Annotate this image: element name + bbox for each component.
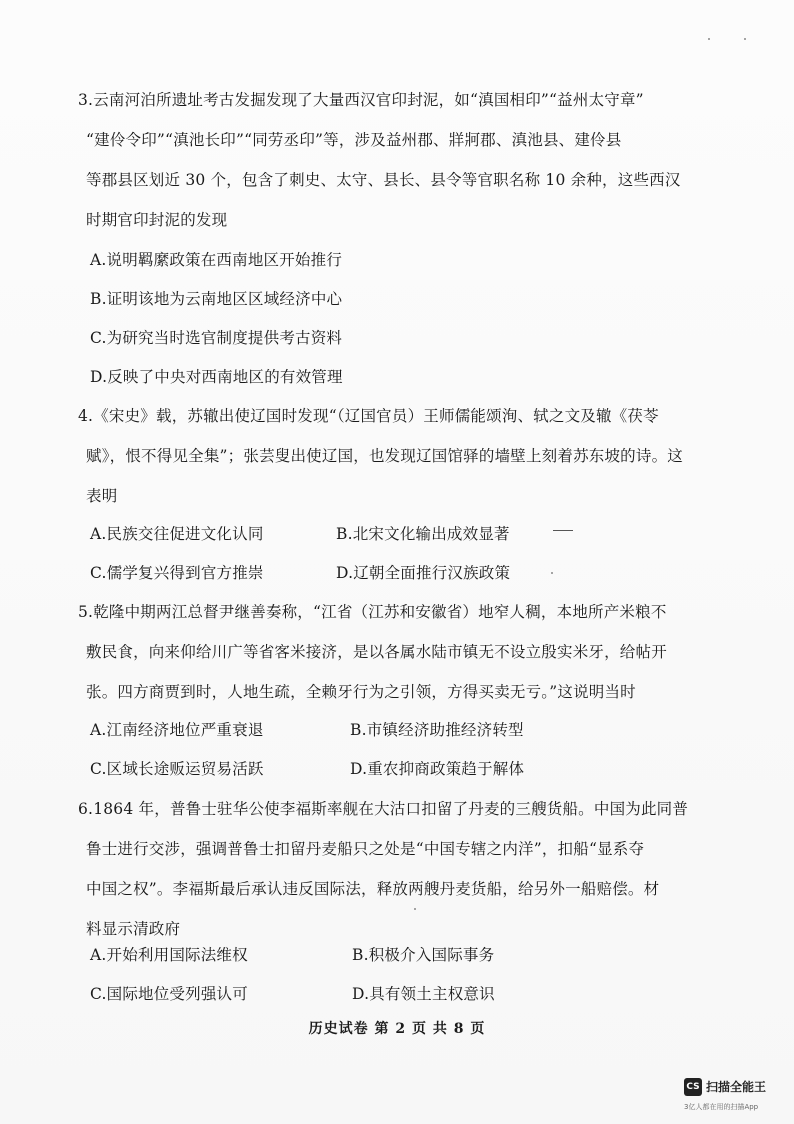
option-c[interactable]: C.国际地位受列强认可 bbox=[90, 985, 248, 1003]
option-a[interactable]: A.江南经济地位严重衰退 bbox=[90, 721, 264, 739]
question-stem-line: 赋》，恨不得见全集”；张芸叟出使辽国，也发现辽国馆驿的墙壁上刻着苏东坡的诗。这 bbox=[86, 447, 683, 465]
scan-speck bbox=[414, 908, 416, 910]
scan-speck bbox=[708, 38, 710, 40]
option-b[interactable]: B.市镇经济助推经济转型 bbox=[350, 721, 524, 739]
question-stem-line: 5.乾隆中期两江总督尹继善奏称，“江省（江苏和安徽省）地窄人稠，本地所产米粮不 bbox=[78, 603, 667, 621]
question-stem-line: 鲁士进行交涉，强调普鲁士扣留丹麦船只之处是“中国专辖之内洋”，扣船“显系夺 bbox=[86, 840, 645, 858]
option-a[interactable]: A.开始利用国际法维权 bbox=[90, 946, 248, 964]
option-b[interactable]: B.北宋文化输出成效显著 bbox=[336, 525, 510, 543]
option-a[interactable]: A.说明羁縻政策在西南地区开始推行 bbox=[90, 251, 343, 269]
question-stem-line: 时期官印封泥的发现 bbox=[86, 211, 228, 229]
option-c[interactable]: C.儒学复兴得到官方推崇 bbox=[90, 564, 264, 582]
scanner-tagline: 3亿人都在用的扫描App bbox=[684, 1103, 759, 1111]
scan-speck bbox=[744, 38, 746, 40]
option-c[interactable]: C.区域长途贩运贸易活跃 bbox=[90, 760, 264, 778]
option-b[interactable]: B.积极介入国际事务 bbox=[352, 946, 495, 964]
question-stem-line: 3.云南河泊所遗址考古发掘发现了大量西汉官印封泥，如“滇国相印”“益州太守章” bbox=[78, 91, 644, 109]
question-stem-line: 中国之权”。李福斯最后承认违反国际法，释放两艘丹麦货船，给另外一船赔偿。材 bbox=[86, 880, 660, 898]
option-d[interactable]: D.具有领土主权意识 bbox=[352, 985, 495, 1003]
scanner-watermark bbox=[684, 1076, 788, 1120]
question-stem-line: 张。四方商贾到时，人地生疏，全赖牙行为之引领，方得买卖无亏。”这说明当时 bbox=[86, 683, 636, 701]
question-stem-line: 表明 bbox=[86, 487, 118, 505]
option-d[interactable]: D.重农抑商政策趋于解体 bbox=[350, 760, 525, 778]
option-c[interactable]: C.为研究当时选官制度提供考古资料 bbox=[90, 329, 343, 347]
question-stem-line: 4.《宋史》载，苏辙出使辽国时发现“（辽国官员）王师儒能颂洵、轼之文及辙《茯苓 bbox=[78, 407, 659, 425]
page-footer: 历史试卷 第 2 页 共 8 页 bbox=[308, 1021, 486, 1037]
option-b[interactable]: B.证明该地为云南地区区域经济中心 bbox=[90, 290, 343, 308]
question-stem-line: 料显示清政府 bbox=[86, 920, 181, 938]
question-stem-line: “建伶令印”“滇池长印”“同劳丞印”等，涉及益州郡、牂牁郡、滇池县、建伶县 bbox=[86, 131, 622, 149]
scanner-brand-name: 扫描全能王 bbox=[706, 1080, 767, 1094]
question-stem-line: 6.1864 年，普鲁士驻华公使李福斯率舰在大沽口扣留了丹麦的三艘货船。中国为此同普 bbox=[78, 800, 689, 818]
scanner-logo-icon: CS bbox=[684, 1078, 702, 1096]
pencil-mark bbox=[553, 530, 573, 531]
option-d[interactable]: D.反映了中央对西南地区的有效管理 bbox=[90, 368, 343, 386]
question-stem-line: 敷民食，向来仰给川广等省客米接济，是以各属水陆市镇无不设立殷实米牙，给帖开 bbox=[86, 643, 667, 661]
option-d[interactable]: D.辽朝全面推行汉族政策 bbox=[336, 564, 511, 582]
question-stem-line: 等郡县区划近 30 个，包含了刺史、太守、县长、县令等官职名称 10 余种，这些西汉 bbox=[86, 171, 681, 189]
option-a[interactable]: A.民族交往促进文化认同 bbox=[90, 525, 264, 543]
scan-speck bbox=[551, 572, 553, 574]
